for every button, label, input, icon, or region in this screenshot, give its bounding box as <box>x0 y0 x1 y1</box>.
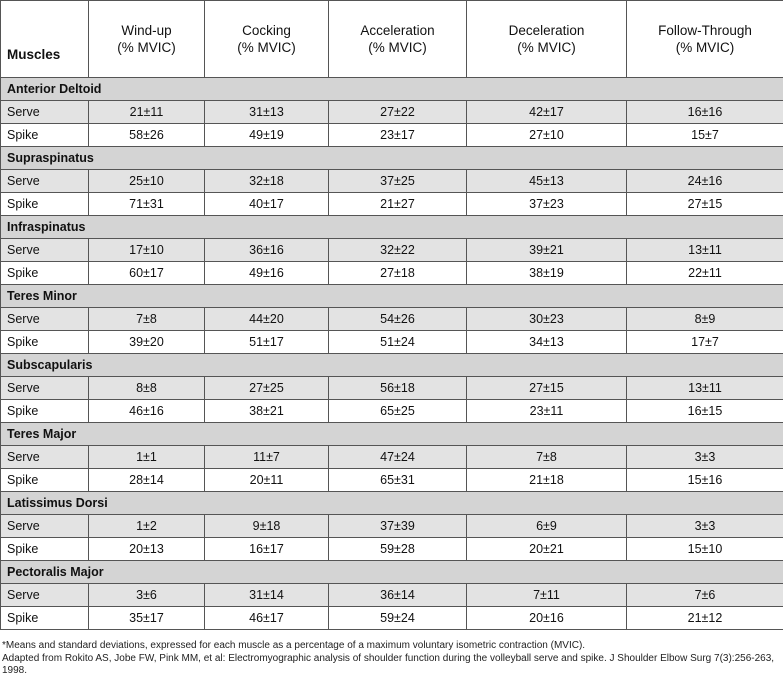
table-row <box>1 515 783 538</box>
value-cell: 30±23 <box>467 308 627 331</box>
row-label: Serve <box>1 377 89 400</box>
footnote-mvic: *Means and standard deviations, expressed for each muscle as a percentage of a maximum voluntary isometric contraction (MVIC). <box>2 640 586 651</box>
value-cell: 16±15 <box>627 400 783 423</box>
value-cell: 36±14 <box>329 584 467 607</box>
value-cell: 20±13 <box>89 538 205 561</box>
phase-name: Acceleration <box>360 23 435 38</box>
value-cell: 49±19 <box>205 124 329 147</box>
value-cell: 21±18 <box>467 469 627 492</box>
row-label: Spike <box>1 538 89 561</box>
row-label: Serve <box>1 515 89 538</box>
value-cell: 71±31 <box>89 193 205 216</box>
muscle-group-name: Supraspinatus <box>1 147 783 170</box>
value-cell: 25±10 <box>89 170 205 193</box>
value-cell: 32±18 <box>205 170 329 193</box>
value-cell: 40±17 <box>205 193 329 216</box>
phase-name: Wind-up <box>121 23 172 38</box>
row-label: Serve <box>1 101 89 124</box>
value-cell: 7±11 <box>467 584 627 607</box>
value-cell: 27±22 <box>329 101 467 124</box>
muscle-group-name: Anterior Deltoid <box>1 78 783 101</box>
row-label: Spike <box>1 193 89 216</box>
value-cell: 44±20 <box>205 308 329 331</box>
muscle-group-name: Teres Minor <box>1 285 783 308</box>
table-row <box>1 400 783 423</box>
value-cell: 7±8 <box>89 308 205 331</box>
value-cell: 20±11 <box>205 469 329 492</box>
value-cell: 38±19 <box>467 262 627 285</box>
value-cell: 37±39 <box>329 515 467 538</box>
table-row <box>1 193 783 216</box>
value-cell: 27±15 <box>467 377 627 400</box>
value-cell: 8±9 <box>627 308 783 331</box>
header-phase-cocking <box>205 1 329 78</box>
muscle-group-row <box>1 492 783 515</box>
value-cell: 20±21 <box>467 538 627 561</box>
value-cell: 13±11 <box>627 239 783 262</box>
value-cell: 15±7 <box>627 124 783 147</box>
value-cell: 15±10 <box>627 538 783 561</box>
value-cell: 51±17 <box>205 331 329 354</box>
value-cell: 3±3 <box>627 515 783 538</box>
value-cell: 54±26 <box>329 308 467 331</box>
table-row <box>1 262 783 285</box>
table-row <box>1 239 783 262</box>
value-cell: 22±11 <box>627 262 783 285</box>
value-cell: 27±10 <box>467 124 627 147</box>
muscle-group-name: Subscapularis <box>1 354 783 377</box>
value-cell: 49±16 <box>205 262 329 285</box>
muscle-group-name: Pectoralis Major <box>1 561 783 584</box>
table-row <box>1 308 783 331</box>
value-cell: 6±9 <box>467 515 627 538</box>
value-cell: 39±21 <box>467 239 627 262</box>
value-cell: 3±3 <box>627 446 783 469</box>
row-label: Serve <box>1 170 89 193</box>
value-cell: 31±14 <box>205 584 329 607</box>
value-cell: 17±7 <box>627 331 783 354</box>
phase-unit: (% MVIC) <box>368 40 427 55</box>
value-cell: 38±21 <box>205 400 329 423</box>
header-muscles: Muscles <box>1 1 89 78</box>
row-label: Spike <box>1 607 89 630</box>
value-cell: 59±28 <box>329 538 467 561</box>
muscle-group-row <box>1 354 783 377</box>
table-row <box>1 331 783 354</box>
row-label: Spike <box>1 124 89 147</box>
value-cell: 1±1 <box>89 446 205 469</box>
footnotes <box>2 640 781 678</box>
header-row <box>1 1 783 78</box>
value-cell: 7±6 <box>627 584 783 607</box>
value-cell: 65±25 <box>329 400 467 423</box>
value-cell: 21±12 <box>627 607 783 630</box>
table-row <box>1 538 783 561</box>
header-phase-windup <box>89 1 205 78</box>
value-cell: 58±26 <box>89 124 205 147</box>
value-cell: 60±17 <box>89 262 205 285</box>
value-cell: 27±15 <box>627 193 783 216</box>
value-cell: 9±18 <box>205 515 329 538</box>
value-cell: 39±20 <box>89 331 205 354</box>
value-cell: 20±16 <box>467 607 627 630</box>
value-cell: 56±18 <box>329 377 467 400</box>
value-cell: 45±13 <box>467 170 627 193</box>
table-row <box>1 469 783 492</box>
header-phase-deceleration <box>467 1 627 78</box>
value-cell: 65±31 <box>329 469 467 492</box>
muscle-group-row <box>1 147 783 170</box>
muscle-group-name: Teres Major <box>1 423 783 446</box>
value-cell: 59±24 <box>329 607 467 630</box>
value-cell: 24±16 <box>627 170 783 193</box>
muscle-group-name: Infraspinatus <box>1 216 783 239</box>
table-row <box>1 170 783 193</box>
value-cell: 42±17 <box>467 101 627 124</box>
value-cell: 46±16 <box>89 400 205 423</box>
phase-name: Deceleration <box>508 23 585 38</box>
value-cell: 3±6 <box>89 584 205 607</box>
muscle-group-row <box>1 561 783 584</box>
phase-unit: (% MVIC) <box>517 40 576 55</box>
row-label: Serve <box>1 239 89 262</box>
value-cell: 16±17 <box>205 538 329 561</box>
value-cell: 46±17 <box>205 607 329 630</box>
row-label: Spike <box>1 469 89 492</box>
value-cell: 27±25 <box>205 377 329 400</box>
value-cell: 21±27 <box>329 193 467 216</box>
row-label: Spike <box>1 400 89 423</box>
table-row <box>1 377 783 400</box>
header-phase-acceleration <box>329 1 467 78</box>
value-cell: 1±2 <box>89 515 205 538</box>
value-cell: 28±14 <box>89 469 205 492</box>
value-cell: 13±11 <box>627 377 783 400</box>
value-cell: 16±16 <box>627 101 783 124</box>
value-cell: 34±13 <box>467 331 627 354</box>
table-row <box>1 584 783 607</box>
value-cell: 35±17 <box>89 607 205 630</box>
row-label: Spike <box>1 262 89 285</box>
phase-name: Follow-Through <box>658 23 752 38</box>
muscle-group-row <box>1 423 783 446</box>
table-row <box>1 607 783 630</box>
value-cell: 11±7 <box>205 446 329 469</box>
phase-unit: (% MVIC) <box>117 40 176 55</box>
value-cell: 37±25 <box>329 170 467 193</box>
value-cell: 37±23 <box>467 193 627 216</box>
value-cell: 7±8 <box>467 446 627 469</box>
row-label: Serve <box>1 308 89 331</box>
value-cell: 23±17 <box>329 124 467 147</box>
value-cell: 15±16 <box>627 469 783 492</box>
value-cell: 47±24 <box>329 446 467 469</box>
table-row <box>1 101 783 124</box>
muscle-group-row <box>1 78 783 101</box>
value-cell: 32±22 <box>329 239 467 262</box>
table-row <box>1 446 783 469</box>
row-label: Serve <box>1 584 89 607</box>
row-label: Serve <box>1 446 89 469</box>
muscle-group-row <box>1 216 783 239</box>
value-cell: 31±13 <box>205 101 329 124</box>
row-label: Spike <box>1 331 89 354</box>
table-header <box>1 1 783 78</box>
phase-unit: (% MVIC) <box>675 40 735 55</box>
table-row <box>1 124 783 147</box>
phase-name: Cocking <box>242 23 291 38</box>
value-cell: 21±11 <box>89 101 205 124</box>
value-cell: 36±16 <box>205 239 329 262</box>
value-cell: 8±8 <box>89 377 205 400</box>
table-body <box>1 78 783 630</box>
value-cell: 23±11 <box>467 400 627 423</box>
value-cell: 17±10 <box>89 239 205 262</box>
muscle-group-name: Latissimus Dorsi <box>1 492 783 515</box>
value-cell: 51±24 <box>329 331 467 354</box>
footnote-source: Adapted from Rokito AS, Jobe FW, Pink MM, et al: Electromyographic analysis of shoulder function during the volleyball serve and spike. J Shoulder Elbow Surg 7(3):256-263, 1998. <box>2 652 775 676</box>
value-cell: 27±18 <box>329 262 467 285</box>
header-phase-follow-through <box>627 1 783 78</box>
muscle-group-row <box>1 285 783 308</box>
phase-unit: (% MVIC) <box>237 40 296 55</box>
